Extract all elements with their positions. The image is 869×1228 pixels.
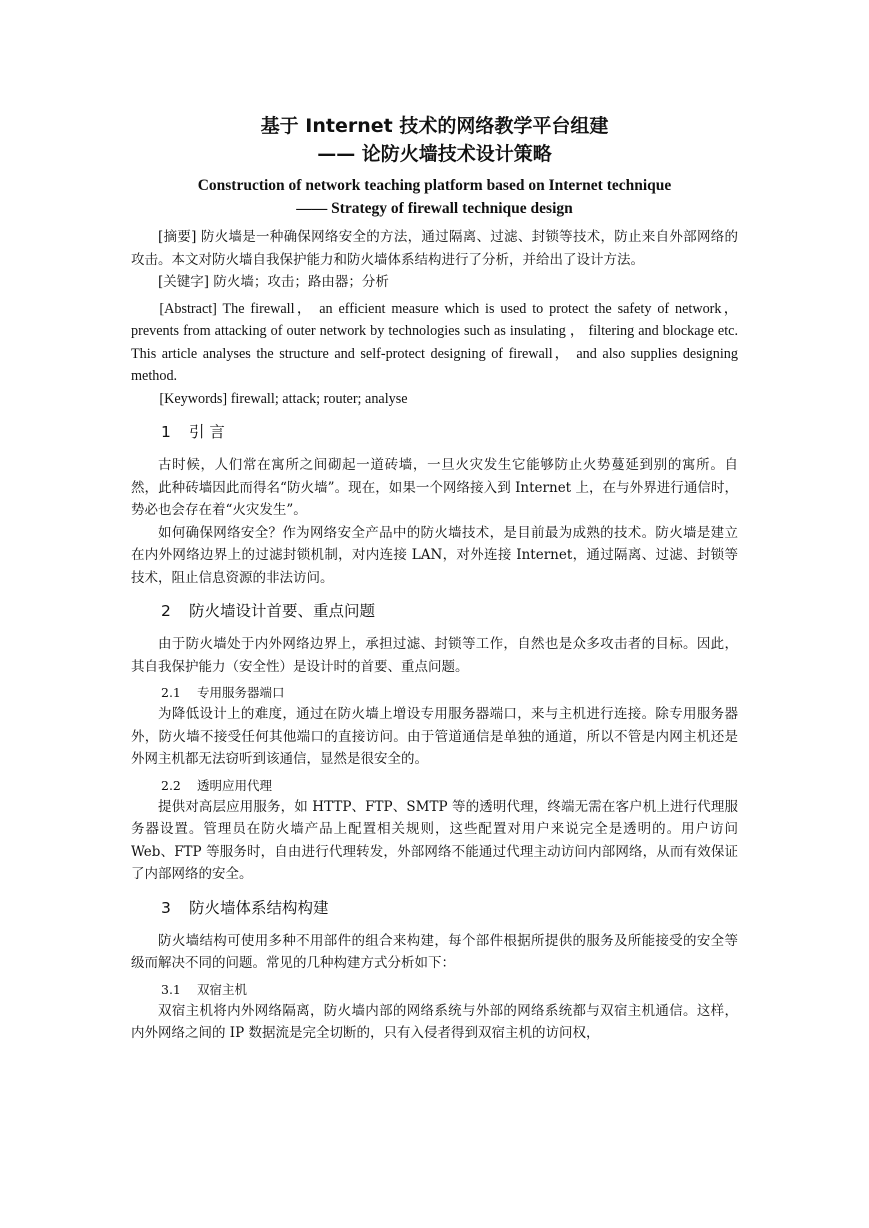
subsection-number: 2.2 (161, 777, 181, 793)
subsection-heading-2-1 (161, 683, 738, 703)
subsection-number: 2.1 (161, 685, 181, 700)
paragraph: 古时候，人们常在寓所之间砌起一道砖墙，一旦火灾发生它能够防止火势蔓延到别的寓所。自然，此种砖墙因此而得名“防火墙”。现在，如果一个网络接入到 Internet 上，在与外界进行通信时，势必也会存在着“火灾发生”。 (131, 457, 738, 518)
section-title: 防火墙设计首要、重点问题 (189, 602, 376, 620)
keywords-cn: [关键字] 防火墙；攻击；路由器；分析 (158, 274, 389, 290)
subsection-title: 专用服务器端口 (197, 685, 285, 700)
subsection-heading-2-2 (161, 776, 738, 796)
chinese-title: 基于 Internet 技术的网络教学平台组建 (260, 115, 609, 137)
paragraph: 由于防火墙处于内外网络边界上，承担过滤、封锁等工作，自然也是众多攻击者的目标。因此，其自我保护能力（安全性）是设计时的首要、重点问题。 (131, 636, 738, 675)
section-title: 防火墙体系结构构建 (189, 898, 329, 917)
section-heading-2 (161, 599, 738, 623)
section-title: 引 言 (189, 423, 225, 441)
section-heading-1 (161, 420, 738, 444)
paragraph: 防火墙结构可使用多种不用部件的组合来构建，每个部件根据所提供的服务及所能接受的安全等级而解决不同的问题。常见的几种构建方式分析如下： (131, 932, 738, 971)
subsection-heading-3-1 (161, 980, 738, 1000)
section-heading-3 (161, 896, 738, 920)
paragraph: 为降低设计上的难度，通过在防火墙上增设专用服务器端口，来与主机进行连接。除专用服务器外，防火墙不接受任何其他端口的直接访问。由于管道通信是单独的通道，所以不管是内网主机还是外网主机都无法窃听到该通信，显然是很安全的。 (131, 706, 738, 767)
chinese-subtitle: —— 论防火墙技术设计策略 (317, 143, 552, 165)
paragraph: 提供对高层应用服务，如 HTTP、FTP、SMTP 等的透明代理，终端无需在客户机上进行代理服务器设置。管理员在防火墙产品上配置相关规则，这些配置对用户来说完全是透明的。用户访问 Web、FTP 等服务时，自由进行代理转发，外部网络不能通过代理主动访问内部网络，从而有效保证了内部网络的安全。 (131, 798, 738, 882)
paragraph: 双宿主机将内外网络隔离，防火墙内部的网络系统与外部的网络系统都与双宿主机通信。这样，内外网络之间的 IP 数据流是完全切断的，只有入侵者得到双宿主机的访问权， (131, 1002, 738, 1041)
section-number: 1 (161, 423, 171, 441)
abstract-cn: [摘要] 防火墙是一种确保网络安全的方法，通过隔离、过滤、封锁等技术，防止来自外部网络的攻击。本文对防火墙自我保护能力和防火墙体系结构进行了分析，并给出了设计方法。 (131, 229, 738, 268)
section-number: 2 (161, 602, 171, 620)
abstract-en: [Abstract] The firewall， an efficient measure which is used to protect the safety of network， prevents from attacking of outer network by technologies such as insulating ， filtering and blockage etc. This article analyses the structure and self-protect designing of firewall， and also supplies designing method. (131, 300, 738, 384)
paragraph: 如何确保网络安全？作为网络安全产品中的防火墙技术，是目前最为成熟的技术。防火墙是建立在内外网络边界上的过滤封锁机制，对内连接 LAN，对外连接 Internet，通过隔离、过滤、封锁等技术，阻止信息资源的非法访问。 (131, 524, 738, 586)
keywords-en: [Keywords] firewall; attack; router; analyse (159, 390, 408, 407)
english-subtitle: —— Strategy of firewall technique design (296, 200, 573, 217)
english-title-block (131, 174, 738, 220)
section-number: 3 (161, 898, 171, 917)
subsection-title: 双宿主机 (197, 981, 248, 997)
paper-page (131, 112, 738, 1045)
subsection-title: 透明应用代理 (197, 777, 273, 793)
english-title: Construction of network teaching platform based on Internet technique (197, 177, 672, 194)
subsection-number: 3.1 (161, 981, 181, 997)
